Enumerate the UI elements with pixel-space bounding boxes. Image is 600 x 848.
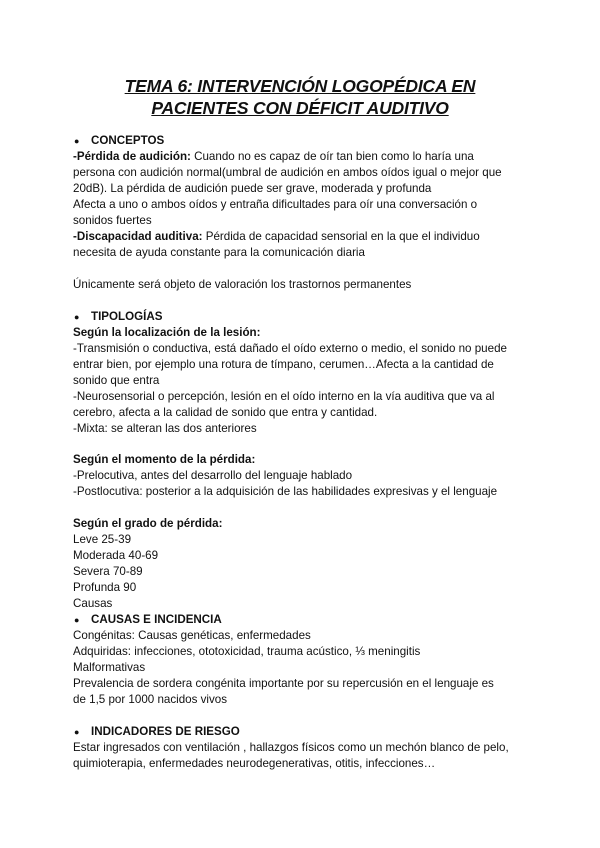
section-heading-indicadores (74, 724, 240, 740)
section-heading-causas (74, 612, 222, 628)
subheading-momento: Según el momento de la pérdida: (73, 453, 256, 466)
list-item: Severa 70-89 (73, 565, 143, 578)
paragraph-line: persona con audición normal(umbral de audición en ambos oídos igual o mejor que (73, 166, 502, 179)
subheading-grado: Según el grado de pérdida: (73, 517, 223, 530)
definition-text: Pérdida de capacidad sensorial en la que el individuo (202, 230, 480, 243)
paragraph-line: sonidos fuertes (73, 214, 152, 227)
subheading-localizacion: Según la localización de la lesión: (73, 326, 261, 339)
section-heading-label: CAUSAS E INCIDENCIA (91, 613, 222, 626)
paragraph-line: Congénitas: Causas genéticas, enfermedades (73, 629, 311, 642)
paragraph-line: entrar bien, por ejemplo una rotura de tímpano, cerumen…Afecta a la cantidad de (73, 358, 494, 371)
paragraph-line: -Postlocutiva: posterior a la adquisición de las habilidades expresivas y el lenguaje (73, 485, 498, 498)
section-heading-label: INDICADORES DE RIESGO (91, 725, 240, 738)
document-title-line-1: TEMA 6: INTERVENCIÓN LOGOPÉDICA EN (124, 76, 476, 96)
list-item: Leve 25-39 (73, 533, 132, 546)
paragraph-line: -Neurosensorial o percepción, lesión en el oído interno en la vía auditiva que va al (73, 390, 495, 403)
section-heading-conceptos (74, 133, 165, 149)
list-item: Profunda 90 (73, 581, 137, 594)
bullet-icon: ● (74, 136, 80, 146)
paragraph-line (73, 229, 480, 245)
paragraph-line: -Transmisión o conductiva, está dañado el oído externo o medio, el sonido no puede (73, 342, 507, 355)
document-title-line-2: PACIENTES CON DÉFICIT AUDITIVO (151, 98, 449, 118)
paragraph-line: Adquiridas: infecciones, ototoxicidad, trauma acústico, ⅓ meningitis (73, 645, 421, 658)
paragraph-line: cerebro, afecta a la calidad de sonido que entra y cantidad. (73, 406, 378, 419)
bullet-icon: ● (74, 312, 80, 322)
list-item: Causas (73, 597, 113, 610)
paragraph-line: Prevalencia de sordera congénita importante por su repercusión en el lenguaje es (73, 677, 494, 690)
paragraph-line: quimioterapia, enfermedades neurodegenerativas, otitis, infecciones… (73, 757, 436, 770)
paragraph-line: de 1,5 por 1000 nacidos vivos (73, 693, 228, 706)
paragraph-line: necesita de ayuda constante para la comunicación diaria (73, 246, 365, 259)
section-heading-label: TIPOLOGÍAS (91, 310, 163, 323)
section-heading-label: CONCEPTOS (91, 134, 165, 147)
definition-text: Cuando no es capaz de oír tan bien como lo haría una (190, 150, 474, 163)
list-item: Moderada 40-69 (73, 549, 159, 562)
term-perdida-audicion: -Pérdida de audición: (73, 150, 191, 163)
paragraph-line: -Mixta: se alteran las dos anteriores (73, 422, 257, 435)
paragraph-line: 20dB). La pérdida de audición puede ser grave, moderada y profunda (73, 182, 432, 195)
term-discapacidad-auditiva: -Discapacidad auditiva: (73, 230, 203, 243)
paragraph-line: sonido que entra (73, 374, 160, 387)
bullet-icon: ● (74, 615, 80, 625)
paragraph-line: Malformativas (73, 661, 146, 674)
paragraph-line: Afecta a uno o ambos oídos y entraña dificultades para oír una conversación o (73, 198, 478, 211)
paragraph-line (73, 149, 474, 165)
section-heading-tipologias (74, 309, 163, 325)
bullet-icon: ● (74, 727, 80, 737)
paragraph-line: Estar ingresados con ventilación , hallazgos físicos como un mechón blanco de pelo, (73, 741, 509, 754)
paragraph-line: Únicamente será objeto de valoración los trastornos permanentes (73, 278, 412, 291)
paragraph-line: -Prelocutiva, antes del desarrollo del lenguaje hablado (73, 469, 353, 482)
